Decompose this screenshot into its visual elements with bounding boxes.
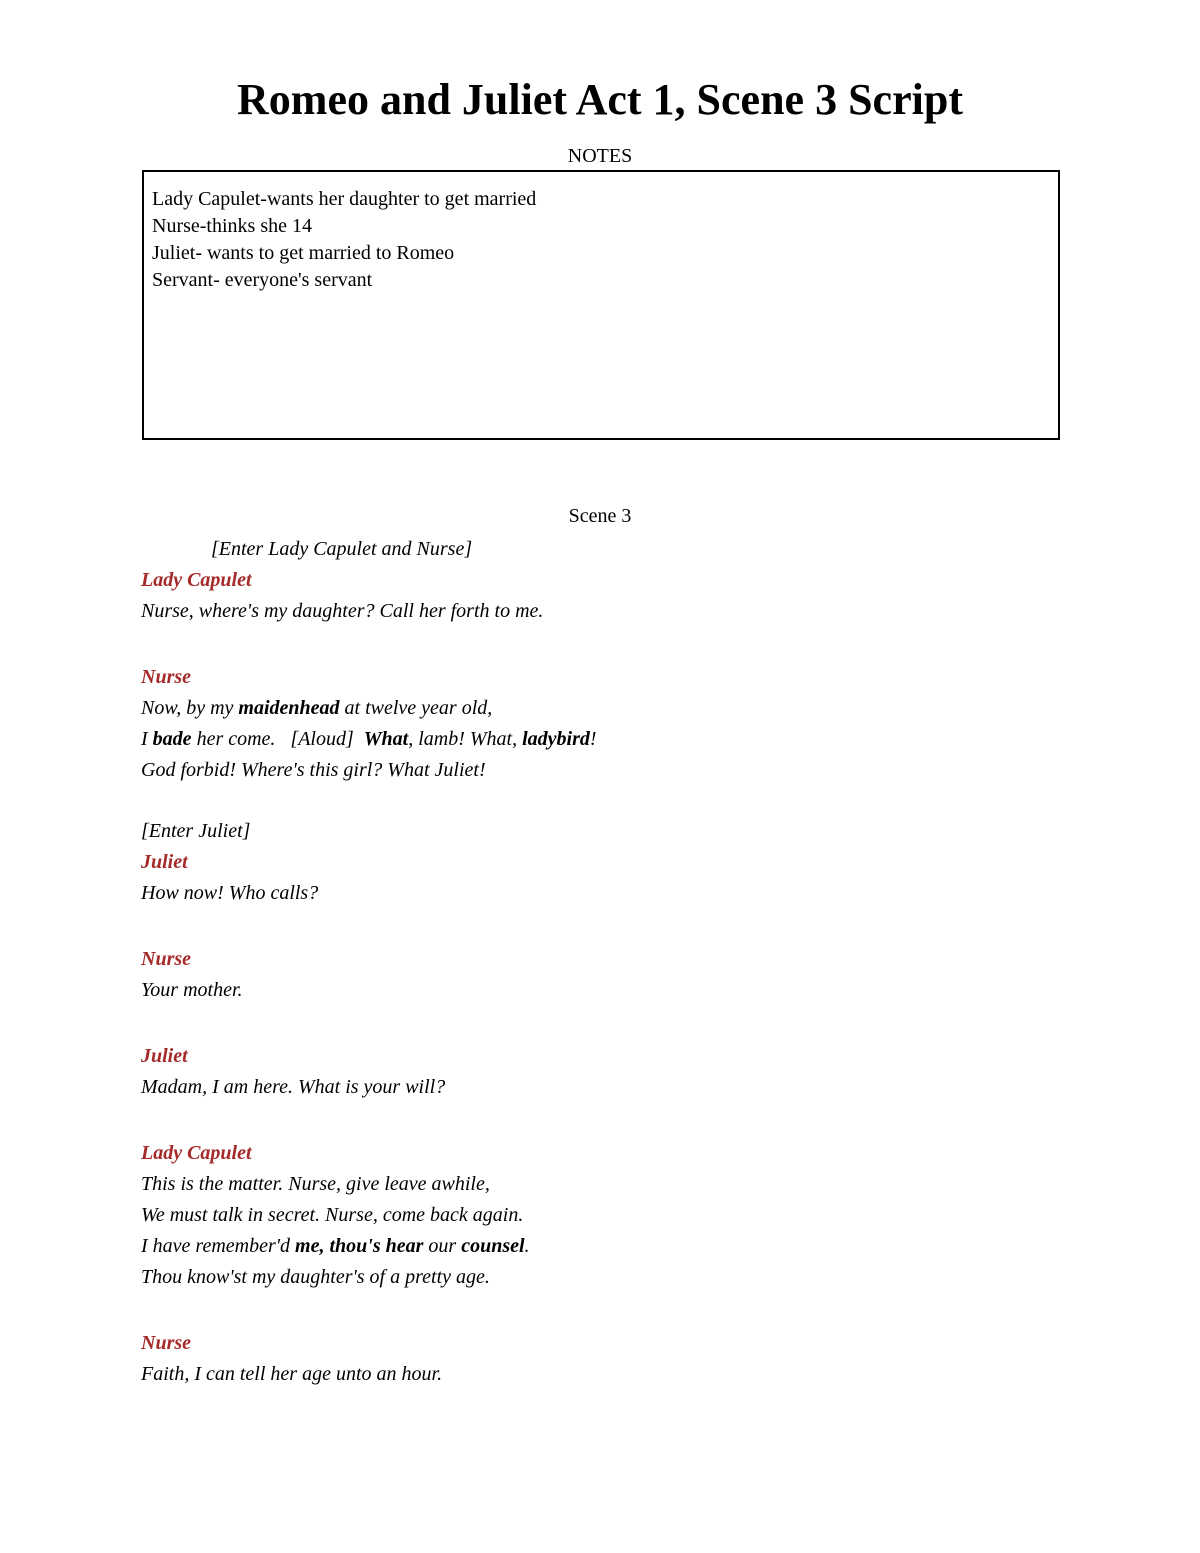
script-body [141, 534, 1081, 1390]
document-title: Romeo and Juliet Act 1, Scene 3 Script [237, 75, 963, 124]
dialogue-line: Your mother. [141, 979, 243, 1001]
speaker-name: Nurse [141, 948, 192, 970]
speaker-name: Nurse [141, 1332, 192, 1354]
dialogue-line: Thou know'st my daughter's of a pretty age. [141, 1266, 490, 1288]
dialogue-line: God forbid! Where's this girl? What Juliet! [141, 759, 486, 781]
stage-direction: [Enter Lady Capulet and Nurse] [211, 538, 473, 560]
notes-line-servant: Servant- everyone's servant [152, 269, 373, 291]
dialogue-line: Nurse, where's my daughter? Call her forth to me. [141, 600, 544, 622]
notes-lines [152, 186, 536, 294]
speaker-name: Juliet [141, 1045, 188, 1067]
dialogue-line: We must talk in secret. Nurse, come back again. [141, 1204, 524, 1226]
notes-line-nurse: Nurse-thinks she 14 [152, 215, 312, 237]
dialogue-line: Now, by my maidenhead at twelve year old, [141, 697, 493, 719]
dialogue-line: Madam, I am here. What is your will? [141, 1076, 446, 1098]
speaker-name: Nurse [141, 666, 192, 688]
speaker-name: Juliet [141, 851, 188, 873]
notes-line-lady-capulet: Lady Capulet-wants her daughter to get married [152, 188, 537, 210]
notes-box [142, 170, 1060, 440]
dialogue-line: This is the matter. Nurse, give leave awhile, [141, 1173, 490, 1195]
dialogue-line: Faith, I can tell her age unto an hour. [141, 1363, 443, 1385]
dialogue-line: I bade her come. [Aloud] What, lamb! What, ladybird! [141, 728, 597, 750]
dialogue-line: I have remember'd me, thou's hear our counsel. [141, 1235, 530, 1257]
dialogue-line: How now! Who calls? [141, 882, 319, 904]
notes-label: NOTES [567, 145, 633, 167]
scene-heading: Scene 3 [568, 505, 632, 527]
speaker-name: Lady Capulet [141, 1142, 252, 1164]
notes-line-juliet: Juliet- wants to get married to Romeo [152, 242, 455, 264]
stage-direction: [Enter Juliet] [141, 820, 251, 842]
speaker-name: Lady Capulet [141, 569, 252, 591]
